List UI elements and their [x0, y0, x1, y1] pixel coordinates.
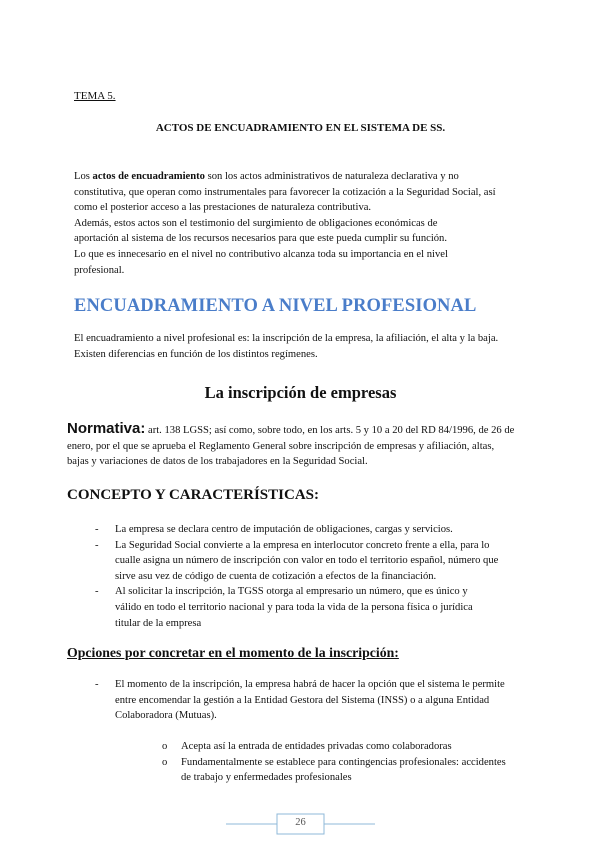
document-title: ACTOS DE ENCUADRAMIENTO EN EL SISTEMA DE SS. [155, 122, 446, 134]
normativa-paragraph [67, 421, 528, 470]
normativa-text: art. 138 LGSS; así como, sobre todo, en los arts. 5 y 10 a 20 del RD 84/1996, de 26 de [145, 425, 515, 436]
intro-text: Los [74, 171, 93, 182]
list-item-line: El momento de la inscripción, la empresa habrá de hacer la opción que el sistema le permite [115, 679, 505, 690]
circle-bullet: o [162, 741, 168, 752]
intro-bold-term: actos de encuadramiento [92, 171, 205, 182]
dash-bullet: - [95, 539, 99, 551]
list-item [95, 522, 525, 538]
sublist-item [162, 739, 527, 755]
list-item-line: sirve asu vez de código de cuenta de cotización a efectos de la financiación. [115, 570, 437, 582]
intro-text: son los actos administrativos de naturaleza declarativa y no [204, 171, 459, 182]
dash-bullet: - [95, 524, 99, 535]
opciones-list [95, 677, 525, 724]
opciones-heading: Opciones por concretar en el momento de la inscripción: [67, 645, 399, 660]
list-item-line: La Seguridad Social convierte a la empresa en interlocutor concreto frente a ella, para lo [115, 539, 490, 551]
intro-line: aportación al sistema de los recursos necesarios para que este pueda cumplir su función. [74, 233, 448, 245]
list-item [95, 584, 525, 631]
dash-bullet: - [95, 586, 99, 598]
list-item-line: La empresa se declara centro de imputación de obligaciones, cargas y servicios. [115, 524, 453, 535]
list-item-line: válido en todo el territorio nacional y para toda la vida de la persona física o jurídica [115, 601, 473, 613]
page-number-box [226, 813, 375, 835]
intro-paragraph [74, 169, 534, 278]
tema-label: TEMA 5. [74, 90, 116, 102]
paragraph-line: bajas y variaciones de datos de los trabajadores en la Seguridad Social. [67, 456, 368, 468]
paragraph-line: El encuadramiento a nivel profesional es: la inscripción de la empresa, la afiliación, el alta y la baja. [74, 333, 499, 344]
opciones-sublist [162, 739, 527, 786]
intro-line: como el posterior acceso a las prestaciones de naturaleza contributiva. [74, 202, 372, 214]
sublist-item-line: Acepta así la entrada de entidades privadas como colaboradoras [181, 741, 452, 752]
paragraph-line: enero, por el que se aprueba el Reglamento General sobre inscripción de empresas y afiliación, altas, [67, 440, 495, 452]
list-item-line: Colaboradora (Mutuas). [115, 710, 217, 722]
intro-line: Lo que es innecesario en el nivel no contributivo alcanza toda su importancia en el nivel [74, 248, 448, 260]
paragraph-line [67, 421, 528, 439]
list-item-line: entre encomendar la gestión a la Entidad Gestora del Sistema (INSS) o a alguna Entidad [115, 694, 490, 706]
list-item [95, 538, 525, 585]
list-item [95, 677, 525, 724]
concepto-heading: CONCEPTO Y CARACTERÍSTICAS: [67, 487, 319, 503]
list-item-line: Al solicitar la inscripción, la TGSS otorga al empresario un número, que es único y [115, 586, 468, 598]
dash-bullet: - [95, 679, 99, 690]
sublist-item-line: de trabajo y enfermedades profesionales [181, 772, 352, 784]
encuadramiento-paragraph [74, 331, 534, 362]
intro-line: constitutiva, que operan como instrumentales para favorecer la cotización a la Seguridad Social, así [74, 186, 496, 198]
list-item-line: cualle asigna un número de inscripción con valor en todo el territorio español, número que [115, 555, 499, 567]
section-heading-encuadramiento: ENCUADRAMIENTO A NIVEL PROFESIONAL [74, 296, 477, 316]
page-number: 26 [295, 817, 306, 828]
intro-line [74, 169, 534, 185]
intro-line: Además, estos actos son el testimonio del surgimiento de obligaciones económicas de [74, 217, 438, 229]
intro-line: profesional. [74, 264, 125, 276]
paragraph-line: Existen diferencias en función de los distintos regímenes. [74, 348, 318, 360]
sublist-item-line: Fundamentalmente se establece para contingencias profesionales: accidentes [181, 756, 506, 768]
normativa-label: Normativa: [67, 420, 146, 437]
list-item-line: titular de la empresa [115, 617, 202, 629]
section-heading-inscripcion: La inscripción de empresas [204, 383, 397, 402]
sublist-item [162, 755, 527, 786]
concepto-list [95, 522, 525, 631]
circle-bullet: o [162, 756, 168, 768]
